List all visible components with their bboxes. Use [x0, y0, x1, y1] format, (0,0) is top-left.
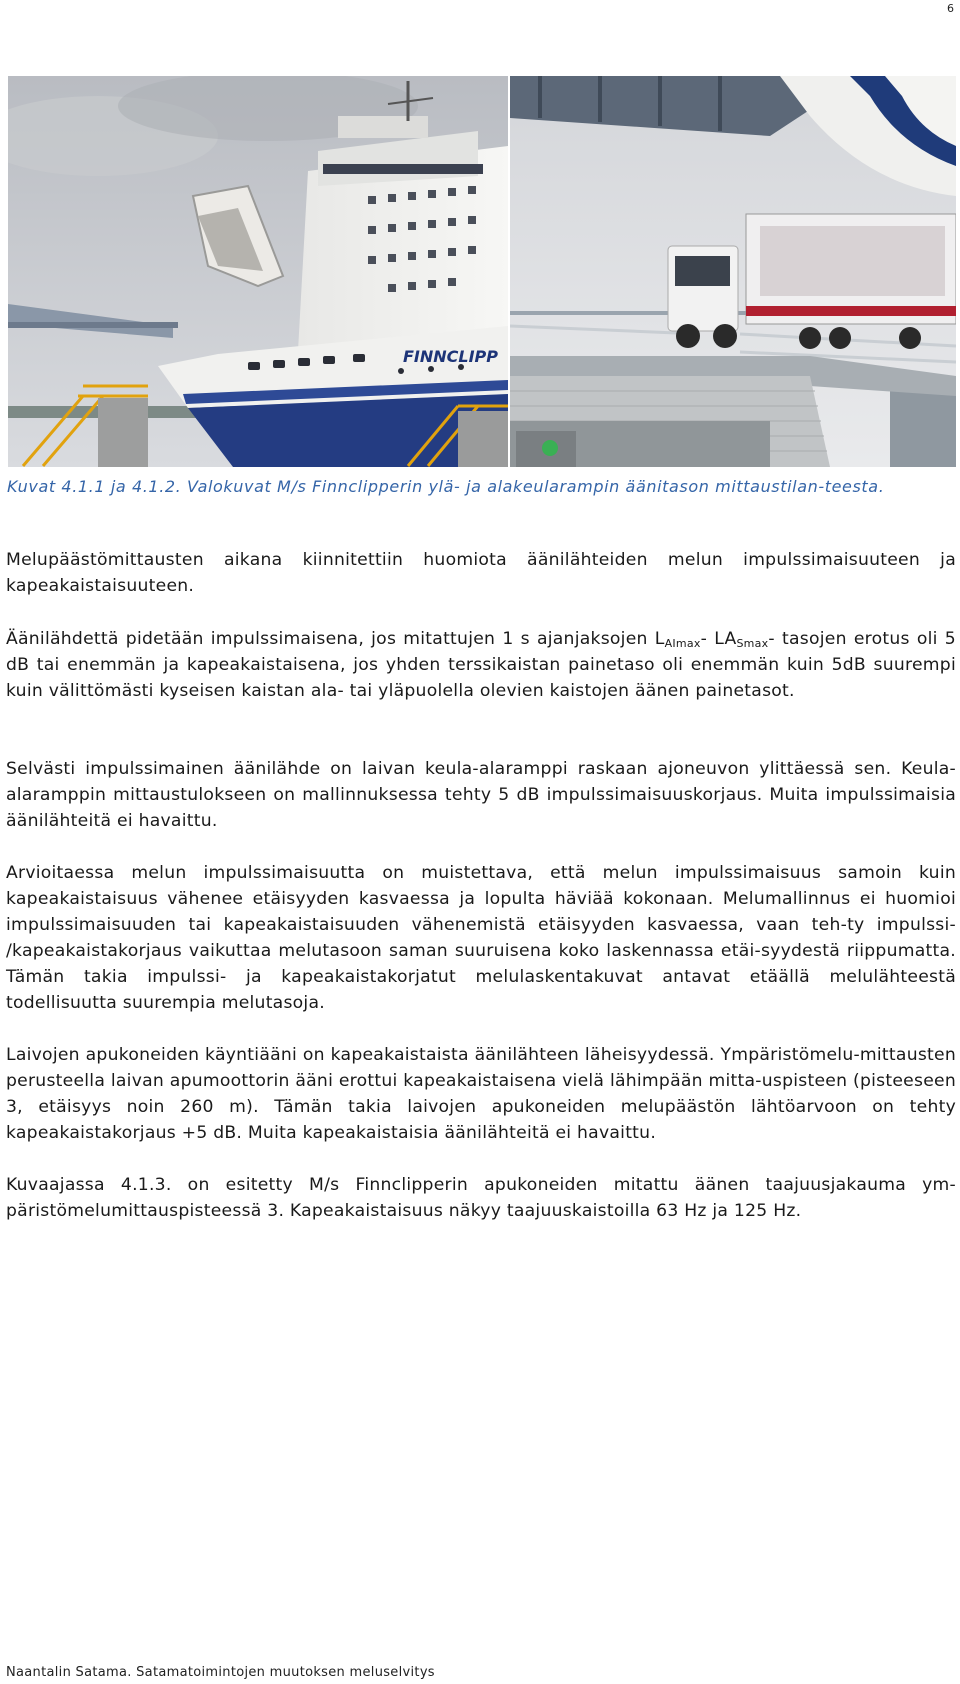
paragraph-6: Kuvaajassa 4.1.3. on esitetty M/s Finnclipperin apukoneiden mitattu äänen taajuusjakauma ym-päristömelumittauspisteessä 3. Kapeakaistaisuus näkyy taajuuskaistoilla 63 Hz ja 125 Hz.	[6, 1175, 956, 1221]
paragraph-2	[6, 626, 956, 704]
paragraph-3: Selvästi impulssimainen äänilähde on laivan keula-alaramppi raskaan ajoneuvon ylittäessä sen. Keula-alaramppin mittaustulokseen on mallinnuksessa tehty 5 dB impulssimaisuuskorjaus. Muita impulssimaisia äänilähteitä ei havaittu.	[6, 759, 956, 831]
subscript-smax: Smax	[736, 637, 769, 650]
subscript-aimax: AImax	[664, 637, 701, 650]
paragraph-1: Melupäästömittausten aikana kiinnitettiin huomiota äänilähteiden melun impulssimaisuuteen ja kapeakaistaisuuteen.	[6, 550, 956, 596]
paragraph-2-block	[6, 626, 956, 704]
paragraph-2-text-c: - tasojen erotus oli 5 dB tai enemmän ja kapeakaistaisena, jos yhden terssikaistan painetaso oli enemmän kuin 5dB suurempi kuin välittömästi kyseisen kaistan ala- tai yläpuolella olevien kaistojen äänen painetasot.	[6, 629, 956, 701]
paragraph-2-text-b: - LA	[700, 629, 737, 649]
paragraph-4: Arvioitaessa melun impulssimaisuutta on muistettava, että melun impulssimaisuus samoin kuin kapeakaistaisuus vähenee etäisyyden kasvaessa ja lopulta häviää kokonaan. Melumallinnus ei huomioi impulssimaisuuden tai kapeakaistaisuuden vähenemistä etäisyyden kasvaessa, vaan teh-ty impulssi- /kapeakaistakorjaus vaikuttaa melutasoon saman suuruisena koko laskennassa etäi-syydestä riippumatta. Tämän takia impulssi- ja kapeakaistakorjatut melulaskentakuvat antavat etäällä melulähteestä todellisuutta suurempia melutasoja.	[6, 863, 956, 1013]
photo-pair	[8, 76, 956, 467]
ship-name-text: FINNCLIPP	[403, 347, 499, 366]
paragraph-5-block	[6, 1042, 956, 1146]
paragraph-6-block	[6, 1172, 956, 1224]
page-number: 6	[947, 2, 954, 15]
paragraph-5: Laivojen apukoneiden käyntiääni on kapeakaistaista äänilähteen läheisyydessä. Ympäristömelu-mittausten perusteella laivan apumoottorin ääni erottui kapeakaistaisena vielä lähimpään mitta-uspisteen (pisteeseen 3, etäisyys noin 260 m). Tämän takia laivojen apukoneiden melupäästön lähtöarvoon on tehty kapeakaistakorjaus +5 dB. Muita kapeakaistaisia äänilähteitä ei havaittu.	[6, 1045, 956, 1143]
truck-ramp-photo	[508, 76, 956, 467]
paragraph-4-block	[6, 860, 956, 1016]
ship-bow-photo	[8, 76, 508, 467]
figure-caption: Kuvat 4.1.1 ja 4.1.2. Valokuvat M/s Finnclipperin ylä- ja alakeularampin äänitason mittaustilan-teesta.	[7, 477, 885, 496]
paragraph-3-block	[6, 756, 956, 834]
page-footer: Naantalin Satama. Satamatoimintojen muutoksen meluselvitys	[6, 1665, 435, 1680]
paragraph-1-block	[6, 547, 956, 599]
paragraph-2-text-a: Äänilähdettä pidetään impulssimaisena, jos mitattujen 1 s ajanjaksojen L	[6, 629, 665, 649]
